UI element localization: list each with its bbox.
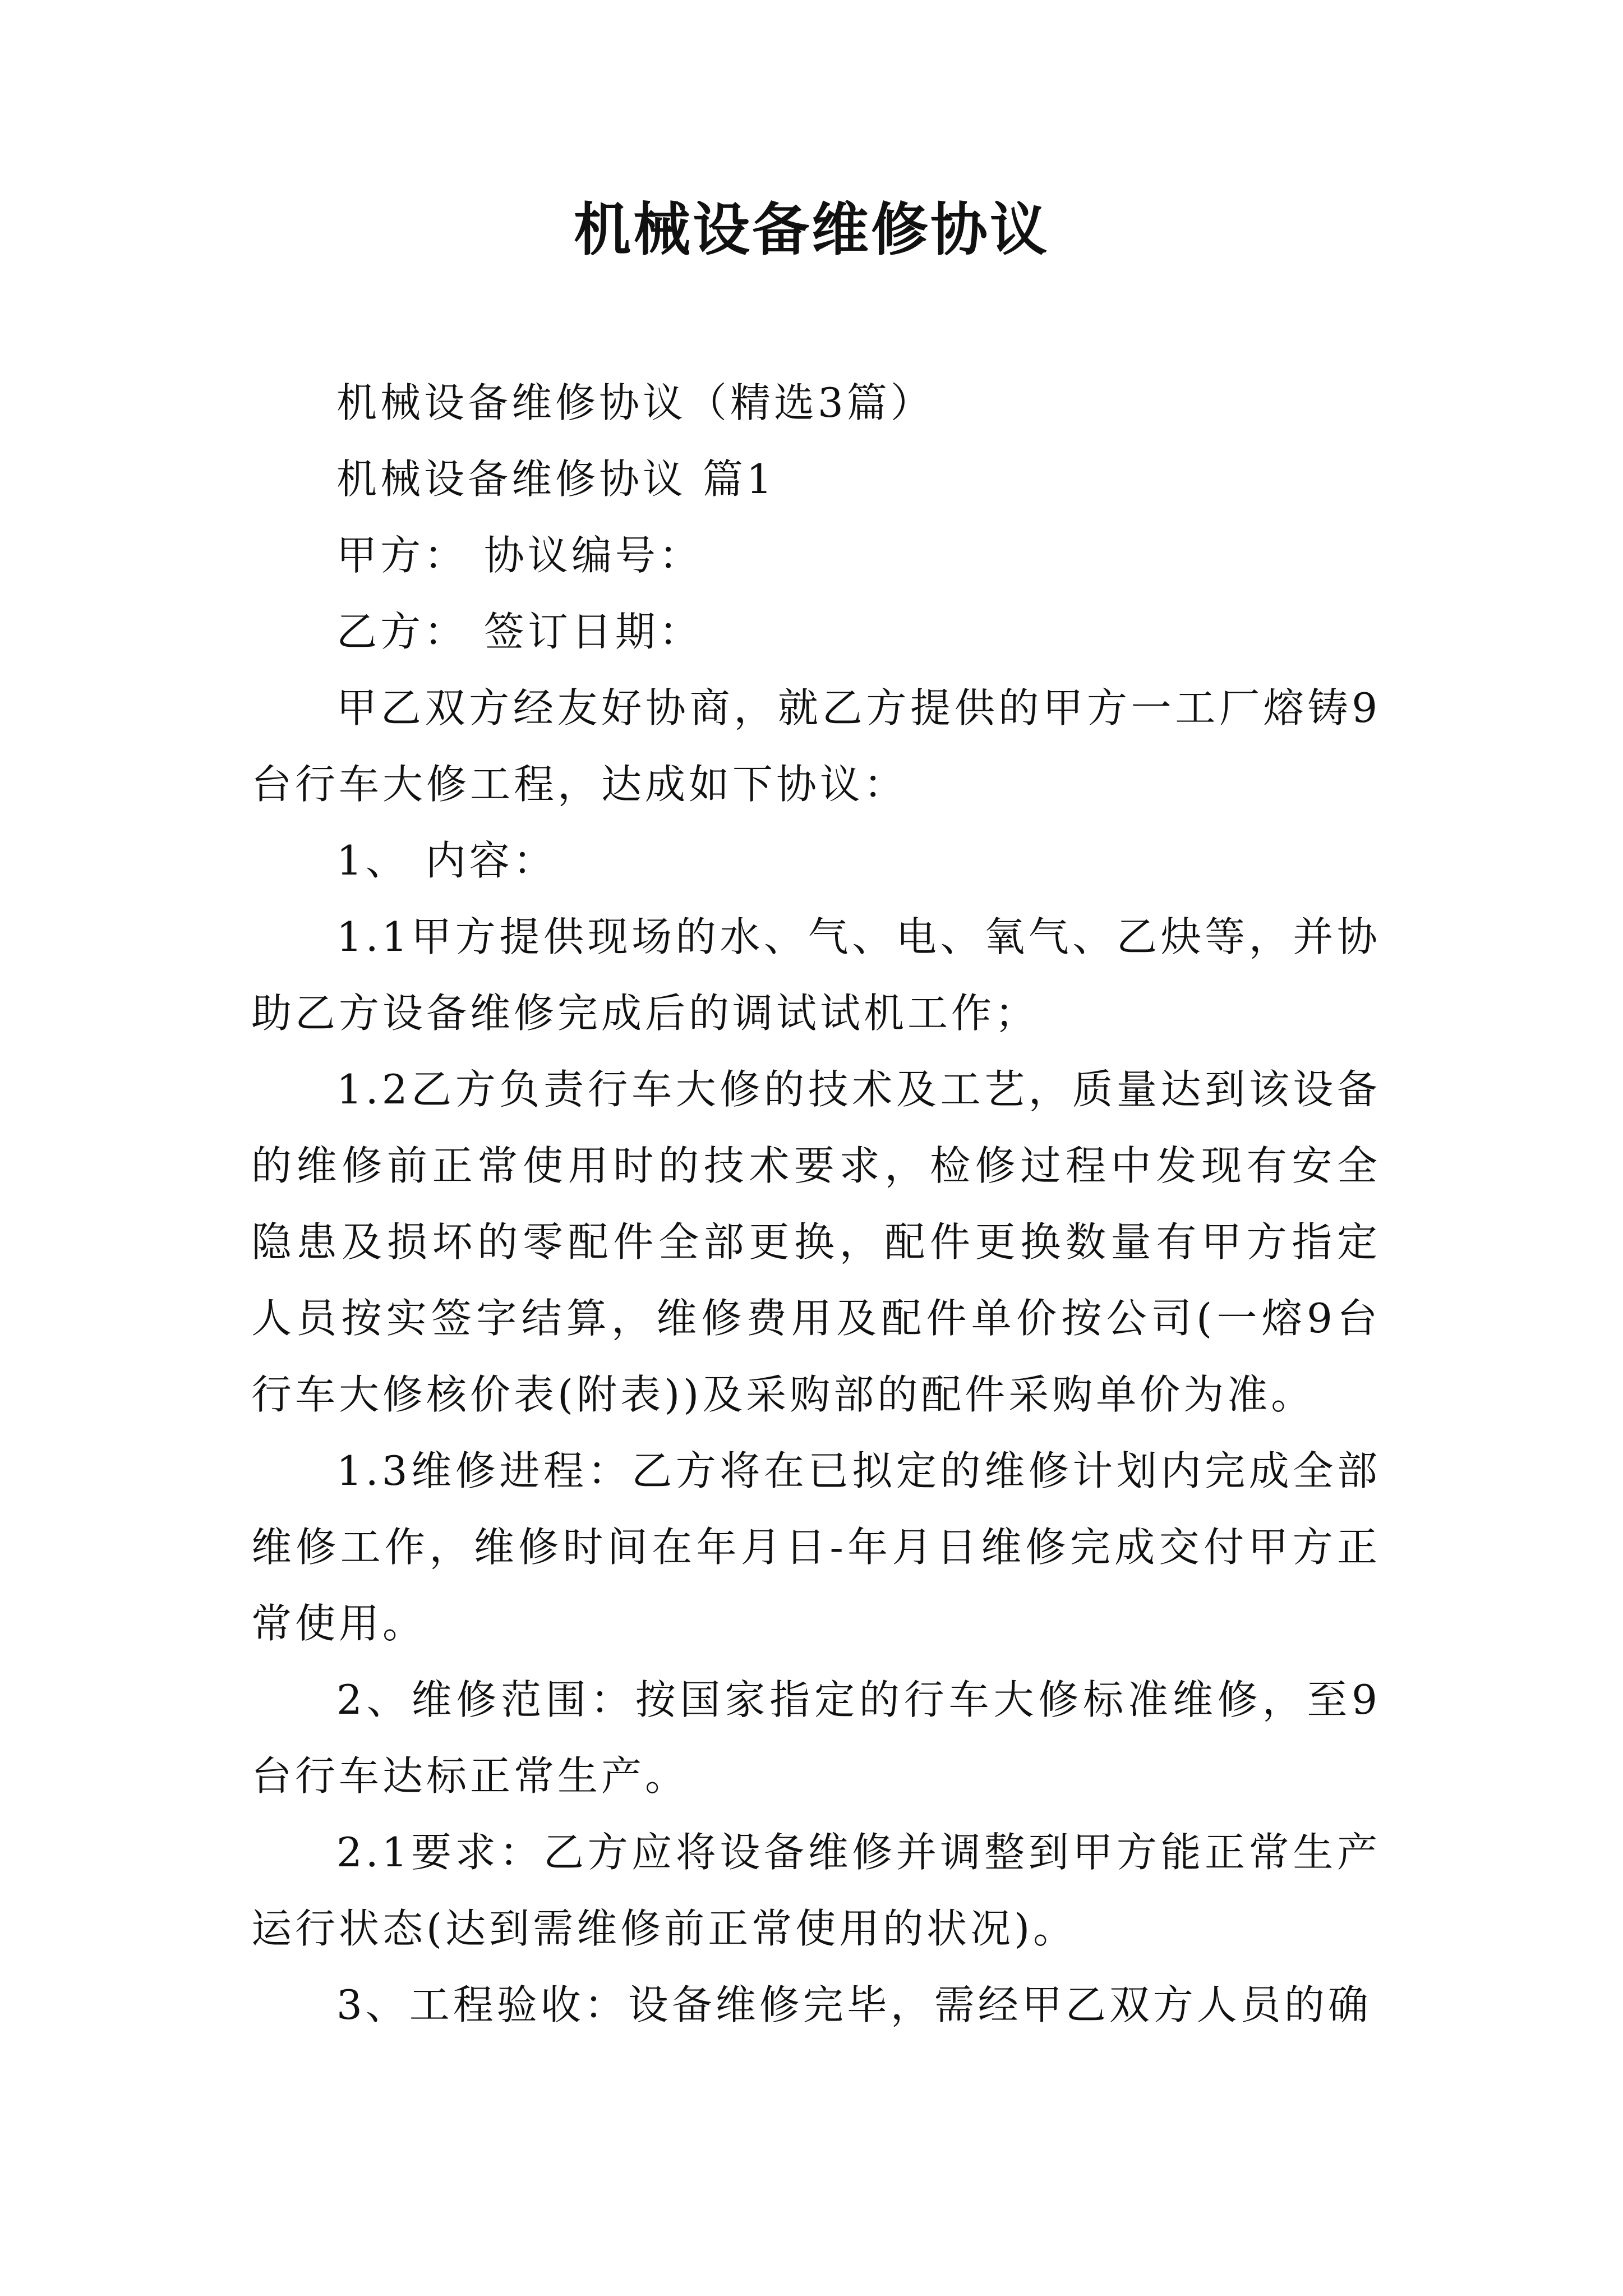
paragraph-clause-2: 2、维修范围：按国家指定的行车大修标准维修，至9台行车达标正常生产。 bbox=[251, 1676, 1381, 1800]
paragraph-clause-1-2: 1.2乙方负责行车大修的技术及工艺，质量达到该设备的维修前正常使用时的技术要求，检修过程中发现有安全隐患及损坏的零配件全部更换，配件更换数量有甲方指定人员按实签字结算，维修费用及配件单价按公司(一熔9台行车大修核价表(附表))及采购部的配件采购单价为准。 bbox=[251, 1066, 1381, 1418]
paragraph-clause-1-3: 1.3维修进程：乙方将在已拟定的维修计划内完成全部维修工作，维修时间在年月日-年月日维修完成交付甲方正常使用。 bbox=[251, 1447, 1381, 1647]
document-title: 机械设备维修协议 bbox=[574, 196, 1049, 264]
paragraph-clause-2-1: 2.1要求：乙方应将设备维修并调整到甲方能正常生产运行状态(达到需维修前正常使用的状况)。 bbox=[251, 1829, 1381, 1952]
paragraph-preamble: 甲乙双方经友好协商，就乙方提供的甲方一工厂熔铸9台行车大修工程，达成如下协议： bbox=[251, 684, 1381, 808]
document-body bbox=[251, 365, 1381, 2043]
paragraph-clause-3: 3、工程验收：设备维修完毕，需经甲乙双方人员的确 bbox=[336, 1981, 1372, 2028]
paragraph-clause-1-1: 1.1甲方提供现场的水、气、电、氧气、乙炔等，并协助乙方设备维修完成后的调试试机工作； bbox=[251, 913, 1381, 1037]
paragraph-subtitle: 机械设备维修协议（精选3篇） bbox=[336, 379, 934, 426]
paragraph-section-heading: 机械设备维修协议 篇1 bbox=[336, 455, 776, 503]
paragraph-party-a: 甲方： 协议编号： bbox=[336, 532, 703, 579]
paragraph-party-b: 乙方： 签订日期： bbox=[336, 608, 703, 655]
paragraph-clause-1: 1、 内容： bbox=[336, 837, 557, 884]
